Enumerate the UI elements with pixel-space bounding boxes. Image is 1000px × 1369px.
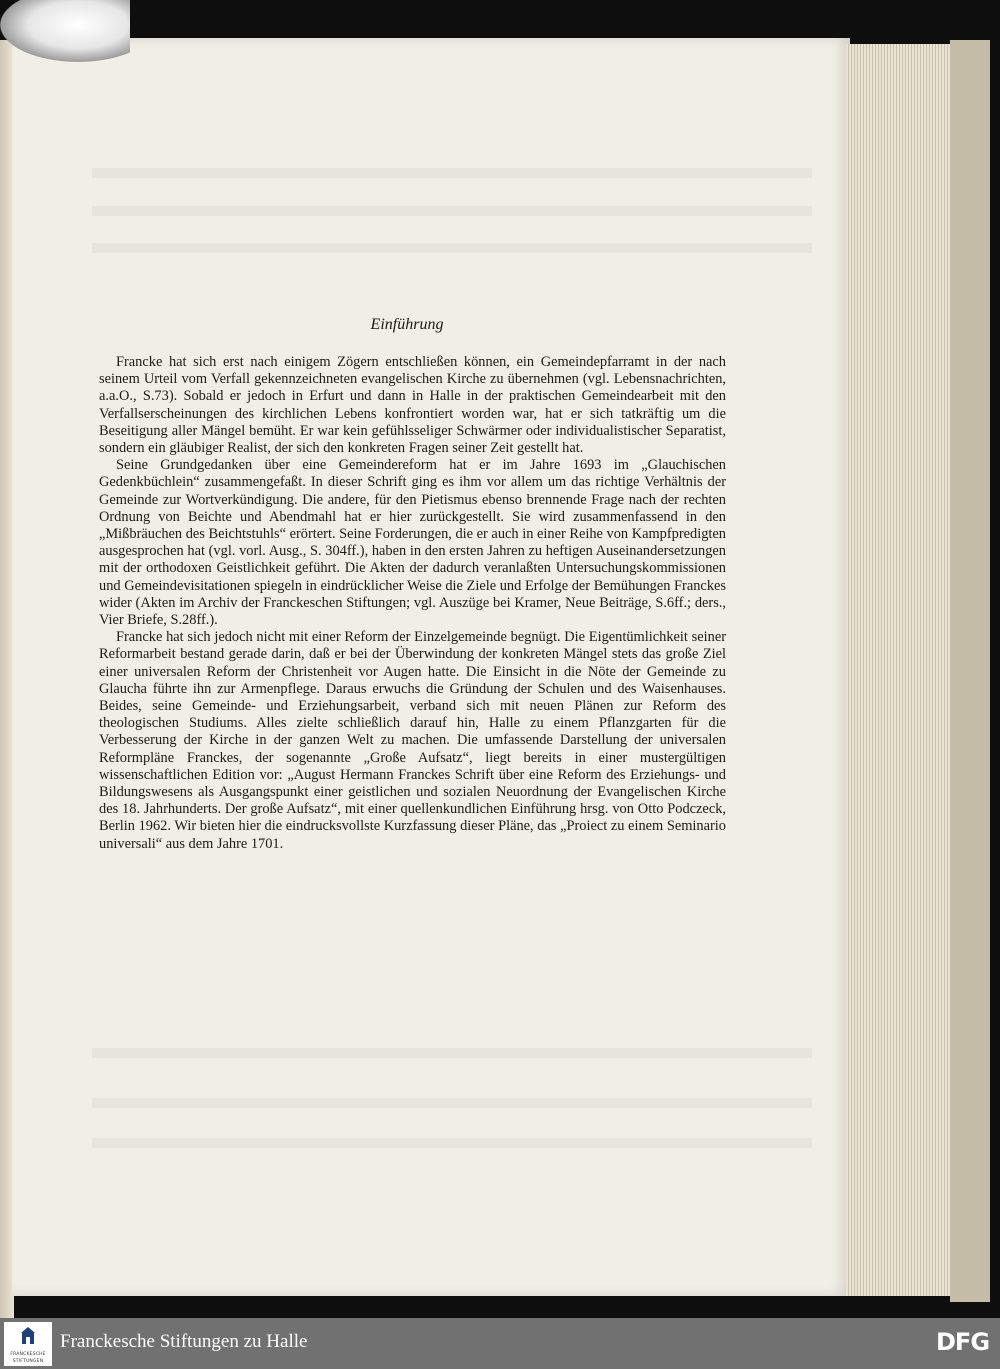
dfg-logo: DFG [936, 1328, 990, 1356]
bleed-through-line [92, 1138, 812, 1148]
bookmark-ribbon [0, 0, 130, 62]
bleed-through-line [92, 168, 812, 178]
paragraph: Francke hat sich erst nach einigem Zögern entschließen können, ein Gemeindepfarramt in der nach seinem Urteil vom Verfall gekennzeichneten evangelischen Kirche zu übernehmen (vgl. Lebensnachrichten, a.a.O., S.73). Sobald er jedoch in Erfurt und dann in Halle in der praktischen Gemeindearbeit mit den Verfallserscheinungen des kirchlichen Lebens konfrontiert worden war, hat er sich tatkräftig um die Beseitigung aller Mängel bemüht. Er war kein gefühlsseliger Schwärmer oder individualistischer Separatist, sondern ein gläubiger Realist, der sich den konkreten Fragen seiner Zeit gestellt hat. [99, 354, 726, 457]
bleed-through-line [92, 1098, 812, 1108]
page-block-edge [846, 44, 954, 1296]
bleed-through-line [92, 206, 812, 216]
logo-text-line: FRANCKESCHE [10, 1352, 46, 1357]
building-icon [20, 1326, 36, 1348]
paragraph: Francke hat sich jedoch nicht mit einer Reform der Einzelgemeinde begnügt. Die Eigentümlichkeit seiner Reformarbeit bestand gerade darin, daß er bei der Überwindung der konkreten Mängel stets das große Ziel einer universalen Reform der Christenheit vor Augen hatte. Die Einsicht in die Nöte der Gemeinde zu Glaucha führte ihn zur Armenpflege. Daraus erwuchs die Gründung der Schulen und des Waisenhauses. Beides, seine Gemeinde- und Erziehungsarbeit, verband sich mit neuen Plänen zur Reform des theologischen Studiums. Alles zielte schließlich darauf hin, Halle zu einem Pflanzgarten für die Verbesserung der Kirche in der ganzen Welt zu machen. Die umfassende Darstellung der universalen Reformpläne Franckes, der sogenannte „Große Aufsatz“, liegt bereits in einer mustergültigen wissenschaftlichen Edition vor: „August Hermann Franckes Schrift über eine Reform des Erziehungs- und Bildungswesens als Ausgangspunkt einer geistlichen und sozialen Neuordnung der Evangelischen Kirche des 18. Jahrhunderts. Der große Aufsatz“, mit einer quellenkundlichen Einführung hrsg. von Otto Podczeck, Berlin 1962. Wir bieten hier die eindrucksvollste Kurzfassung dieser Pläne, das „Proiect zu einem Seminario universali“ aus dem Jahre 1701. [99, 629, 726, 852]
institution-logo [4, 1322, 52, 1366]
bleed-through-line [92, 1048, 812, 1058]
book-cover-edge [950, 40, 990, 1302]
logo-text-line: STIFTUNGEN [12, 1359, 44, 1364]
book-page [12, 38, 850, 1296]
institution-name: Franckesche Stiftungen zu Halle [60, 1331, 308, 1352]
bleed-through-line [92, 243, 812, 253]
viewer-footer [0, 1318, 1000, 1369]
paragraph: Seine Grundgedanken über eine Gemeindereform hat er im Jahre 1693 im „Glauchischen Gedenkbüchlein“ zusammengefaßt. In dieser Schrift ging es ihm vor allem um das richtige Verhältnis der Gemeinde zur Wortverkündigung. Die andere, für den Pietismus ebenso brennende Frage nach der rechten Ordnung von Beichte und Abendmahl hat er hier zurückgestellt. Sie wird zusammenfassend in den „Mißbräuchen des Beichtstuhls“ erörtert. Seine Forderungen, die er auch in einer Reihe von Kampfpredigten ausgesprochen hat (vgl. vorl. Ausg., S. 304ff.), haben in den ersten Jahren zu heftigen Auseinandersetzungen mit der orthodoxen Geistlichkeit geführt. Die Akten der dadurch veranlaßten Untersuchungskommissionen und Gemeindevisitationen spiegeln in eindrücklicher Weise die Ziele und Erfolge der Bemühungen Franckes wider (Akten im Archiv der Franckeschen Stiftungen; vgl. Auszüge bei Kramer, Neue Beiträge, S.6ff.; ders., Vier Briefe, S.28ff.). [99, 457, 726, 629]
body-text [99, 354, 726, 853]
section-heading: Einführung [370, 316, 444, 333]
